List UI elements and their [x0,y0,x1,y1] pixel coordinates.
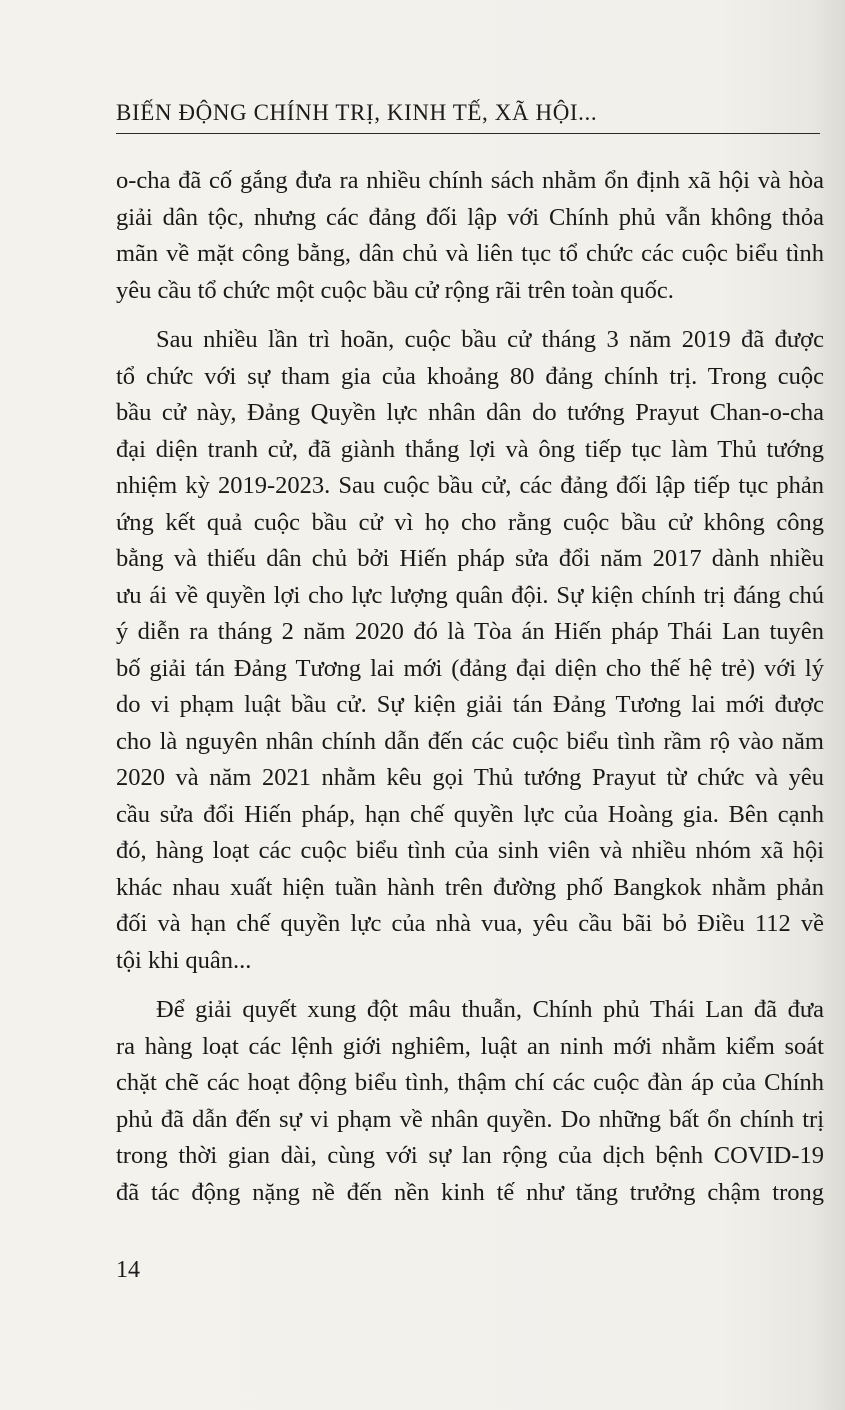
text-line: đối và hạn chế quyền lực của nhà vua, yêu cầu bãi bỏ Điều 112 về [116,910,824,937]
text-line: o-cha đã cố gắng đưa ra nhiều chính sách nhằm ổn định xã hội và hòa [116,167,824,194]
paragraph-gap [116,309,824,322]
text-line: phủ đã dẫn đến sự vi phạm về nhân quyền. Do những bất ổn chính trị [116,1105,824,1133]
text-line: Để giải quyết xung đột mâu thuẫn, Chính phủ Thái Lan đã đưa [156,996,824,1023]
text-line: ý diễn ra tháng 2 năm 2020 đó là Tòa án Hiến pháp Thái Lan tuyên [116,618,824,645]
paragraph-2 [116,322,824,979]
text-line: bầu cử này, Đảng Quyền lực nhân dân do tướng Prayut Chan-o-cha [116,399,824,426]
text-line: đại diện tranh cử, đã giành thắng lợi và ông tiếp tục làm Thủ tướng [116,435,824,463]
text-line: giải dân tộc, nhưng các đảng đối lập với Chính phủ vẫn không thỏa [116,203,824,231]
text-line: ra hàng loạt các lệnh giới nghiêm, luật an ninh mới nhằm kiểm soát [116,1032,824,1060]
page-number: 14 [116,1257,140,1283]
text-line: trong thời gian dài, cùng với sự lan rộng của dịch bệnh COVID-19 [116,1142,824,1169]
text-line: tội khi quân... [116,946,252,974]
text-line: chặt chẽ các hoạt động biểu tình, thậm chí các cuộc đàn áp của Chính [116,1069,824,1096]
running-header: BIẾN ĐỘNG CHÍNH TRỊ, KINH TẾ, XÃ HỘI... [116,100,598,125]
header-rule [116,133,820,134]
text-line: yêu cầu tổ chức một cuộc bầu cử rộng rãi trên toàn quốc. [116,276,674,304]
text-line: nhiệm kỳ 2019-2023. Sau cuộc bầu cử, các đảng đối lập tiếp tục phản [116,472,824,499]
text-line: Sau nhiều lần trì hoãn, cuộc bầu cử tháng 3 năm 2019 đã được [156,326,824,353]
text-line: bằng và thiếu dân chủ bởi Hiến pháp sửa đổi năm 2017 dành nhiều [116,545,824,572]
text-line: do vi phạm luật bầu cử. Sự kiện giải tán Đảng Tương lai mới được [116,691,824,718]
text-line: tổ chức với sự tham gia của khoảng 80 đảng chính trị. Trong cuộc [116,362,824,390]
body-text [116,163,824,1211]
paragraph-3 [116,992,824,1211]
text-line: đó, hàng loạt các cuộc biểu tình của sinh viên và nhiều nhóm xã hội [116,837,824,864]
text-line: 2020 và năm 2021 nhằm kêu gọi Thủ tướng Prayut từ chức và yêu [116,764,824,791]
text-line: mãn về mặt công bằng, dân chủ và liên tục tổ chức các cuộc biểu tình [116,240,824,267]
paragraph-gap [116,979,824,992]
text-line: khác nhau xuất hiện tuần hành trên đường phố Bangkok nhằm phản [116,873,824,901]
text-line: bố giải tán Đảng Tương lai mới (đảng đại diện cho thế hệ trẻ) với lý [116,654,824,682]
text-line: đã tác động nặng nề đến nền kinh tế như tăng trưởng chậm trong [116,1178,824,1206]
text-line: ưu ái về quyền lợi cho lực lượng quân đội. Sự kiện chính trị đáng chú [116,581,824,609]
text-line: ứng kết quả cuộc bầu cử vì họ cho rằng cuộc bầu cử không công [116,508,824,536]
paragraph-1 [116,163,824,309]
text-line: cho là nguyên nhân chính dẫn đến các cuộc biểu tình rầm rộ vào năm [116,727,824,755]
text-line: cầu sửa đổi Hiến pháp, hạn chế quyền lực của Hoàng gia. Bên cạnh [116,800,824,828]
